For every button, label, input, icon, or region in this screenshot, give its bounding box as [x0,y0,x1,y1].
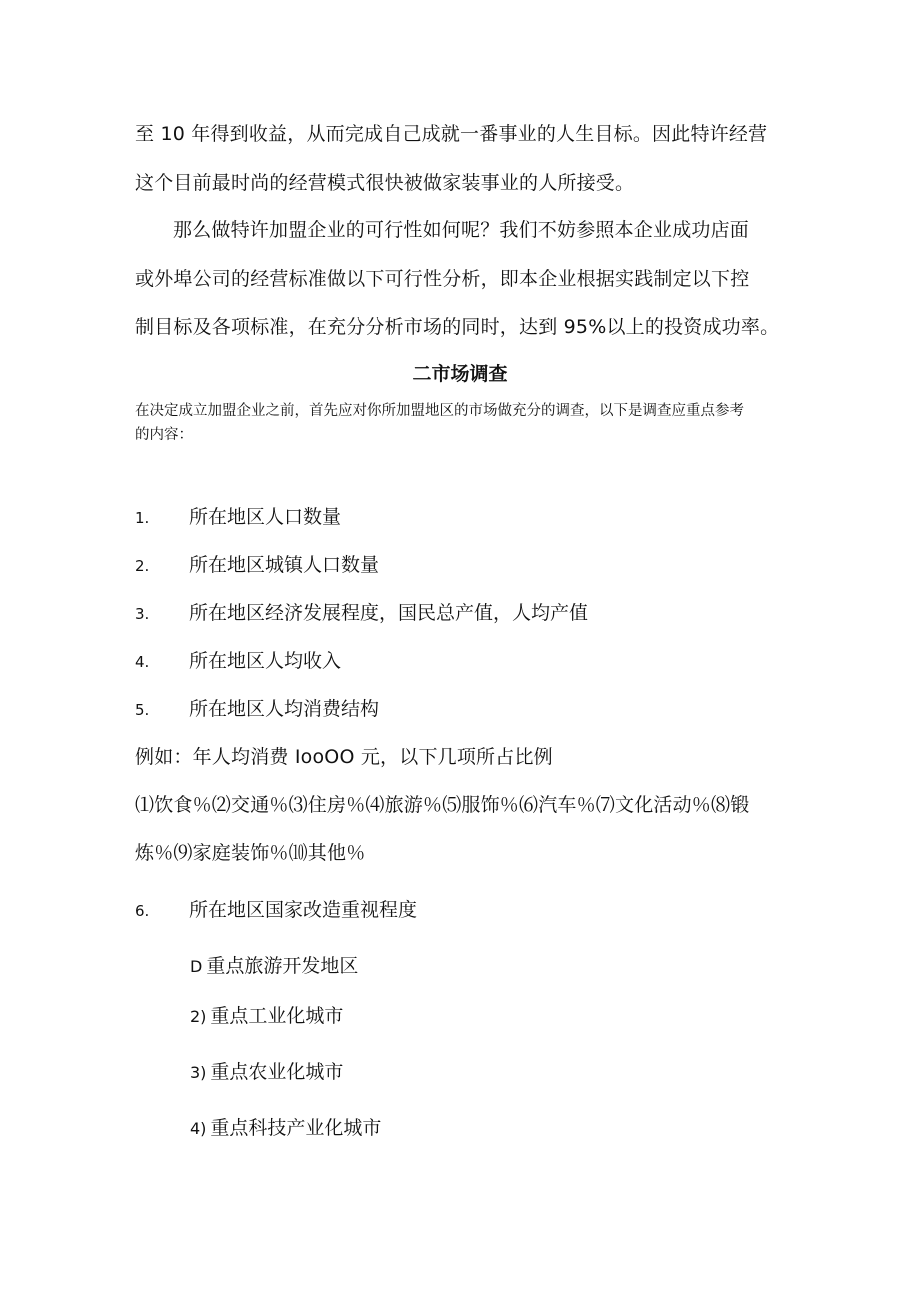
sub-list-item-number: 4) [190,1119,207,1138]
sub-list-item [190,954,358,979]
section-intro-line: 在决定成立加盟企业之前，首先应对你所加盟地区的市场做充分的调查，以下是调查应重点参考 [135,403,744,419]
list-item [135,898,417,923]
list-item-number: 6. [135,902,150,920]
sub-list-item [190,1060,343,1085]
list-item-text: 所在地区人口数量 [189,506,342,528]
list-item-number: 4. [135,653,150,671]
list-item [135,697,379,722]
list-item-text: 所在地区国家改造重视程度 [189,899,418,921]
sub-list-item-text: 重点农业化城市 [210,1061,344,1083]
example-line: ⑴饮食％⑵交通％⑶住房％⑷旅游％⑸服饰％⑹汽车％⑺文化活动％⑻锻 [135,794,750,816]
example-line: 炼％⑼家庭装饰％⑽其他％ [135,842,366,864]
list-item-number: 5. [135,701,150,719]
sub-list-item [190,1004,343,1029]
list-item [135,553,379,578]
sub-list-item-number: D [190,957,203,976]
list-item-number: 2. [135,557,150,575]
list-item-text: 所在地区人均消费结构 [189,698,380,720]
sub-list-item-text: 重点工业化城市 [210,1005,344,1027]
list-item [135,649,341,674]
list-item-number: 3. [135,605,150,623]
section-intro-line: 的内容： [135,427,193,443]
list-item [135,601,588,626]
sub-list-item [190,1116,381,1141]
paragraph-line: 或外埠公司的经营标准做以下可行性分析，即本企业根据实践制定以下控 [135,268,750,290]
sub-list-item-number: 2) [190,1007,207,1026]
section-title: 二市场调查 [412,363,508,385]
paragraph-line: 制目标及各项标准，在充分分析市场的同时，达到 95%以上的投资成功率。 [135,316,780,338]
sub-list-item-text: 重点科技产业化城市 [210,1117,382,1139]
sub-list-item-text: 重点旅游开发地区 [206,955,359,977]
paragraph-line: 那么做特许加盟企业的可行性如何呢？我们不妨参照本企业成功店面 [173,219,750,241]
paragraph-line: 这个目前最时尚的经营模式很快被做家装事业的人所接受。 [135,172,635,194]
list-item-text: 所在地区人均收入 [189,650,342,672]
paragraph-line: 至 10 年得到收益，从而完成自己成就一番事业的人生目标。因此特许经营 [135,123,768,145]
list-item-text: 所在地区经济发展程度，国民总产值，人均产值 [189,602,589,624]
list-item-number: 1. [135,509,150,527]
example-line: 例如：年人均消费 IooOO 元，以下几项所占比例 [135,746,553,768]
list-item-text: 所在地区城镇人口数量 [189,554,380,576]
list-item [135,505,341,530]
sub-list-item-number: 3) [190,1063,207,1082]
